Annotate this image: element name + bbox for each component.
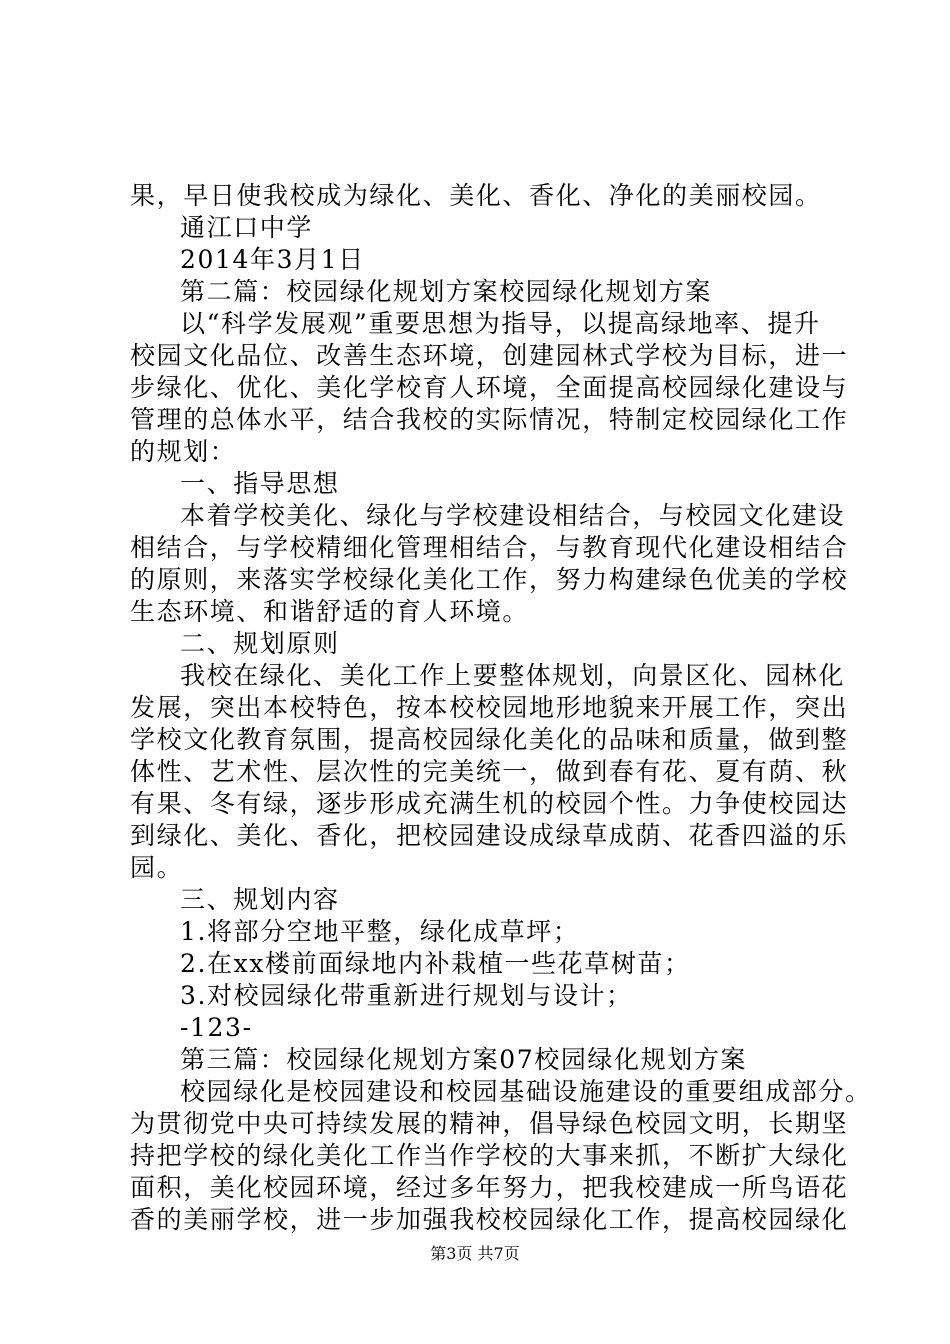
text-line-16: 我校在绿化、美化工作上要整体规划，向景区化、园林化 — [180, 661, 846, 690]
text-line-18: 学校文化教育氛围，提高校园绿化美化的品味和质量，做到整 — [130, 725, 849, 754]
text-line-33: 香的美丽学校，进一步加强我校校园绿化工作，提高校园绿化 — [130, 1205, 849, 1234]
text-line-12: 相结合，与学校精细化管理相结合，与教育现代化建设相结合 — [130, 533, 849, 562]
school-name: 通江口中学 — [180, 213, 314, 242]
text-line-14: 生态环境、和谐舒适的育人环境。 — [130, 597, 530, 626]
text-line-7: 步绿化、优化、美化学校育人环境，全面提高校园绿化建设与 — [130, 373, 849, 402]
section-heading-3: 第三篇：校园绿化规划方案07校园绿化规划方案 — [180, 1045, 748, 1074]
text-line-19: 体性、艺术性、层次性的完美统一，做到春有花、夏有荫、秋 — [130, 757, 849, 786]
subheading-2: 二、规划原则 — [180, 629, 340, 658]
text-line-11: 本着学校美化、绿化与学校建设相结合，与校园文化建设 — [180, 501, 846, 530]
text-line-17: 发展，突出本校特色，按本校校园地形地貌来开展工作，突出 — [130, 693, 849, 722]
page-footer: 第3页 共7页 — [430, 1244, 520, 1263]
subheading-3: 三、规划内容 — [180, 885, 340, 914]
text-line-20: 有果、冬有绿，逐步形成充满生机的校园个性。力争使校园达 — [130, 789, 849, 818]
page-marker: -123- — [180, 1013, 253, 1042]
text-line-30: 为贯彻党中央可持续发展的精神，倡导绿色校园文明，长期坚 — [130, 1109, 849, 1138]
text-line-1: 果，早日使我校成为绿化、美化、香化、净化的美丽校园。 — [130, 181, 822, 210]
text-line-31: 持把学校的绿化美化工作当作学校的大事来抓，不断扩大绿化 — [130, 1141, 849, 1170]
text-line-32: 面积，美化校园环境，经过多年努力，把我校建成一所鸟语花 — [130, 1173, 849, 1202]
text-line-8: 管理的总体水平，结合我校的实际情况，特制定校园绿化工作 — [130, 405, 849, 434]
list-item-3: 3.对校园绿化带重新进行规划与设计； — [180, 981, 633, 1010]
text-line-22: 园。 — [130, 853, 184, 882]
list-item-1: 1.将部分空地平整，绿化成草坪； — [180, 917, 580, 946]
text-line-13: 的原则，来落实学校绿化美化工作，努力构建绿色优美的学校 — [130, 565, 849, 594]
text-line-6: 校园文化品位、改善生态环境，创建园林式学校为目标，进一 — [130, 341, 849, 370]
subheading-1: 一、指导思想 — [180, 469, 340, 498]
date-line: 2014年3月1日 — [180, 245, 365, 274]
text-line-5: 以“科学发展观”重要思想为指导，以提高绿地率、提升 — [180, 309, 821, 338]
list-item-2: 2.在xx楼前面绿地内补栽植一些花草树苗； — [180, 949, 691, 978]
text-line-21: 到绿化、美化、香化，把校园建设成绿草成荫、花香四溢的乐 — [130, 821, 849, 850]
text-line-29: 校园绿化是校园建设和校园基础设施建设的重要组成部分。 — [180, 1077, 872, 1106]
text-line-9: 的规划： — [130, 437, 237, 466]
section-heading-2: 第二篇：校园绿化规划方案校园绿化规划方案 — [180, 277, 713, 306]
